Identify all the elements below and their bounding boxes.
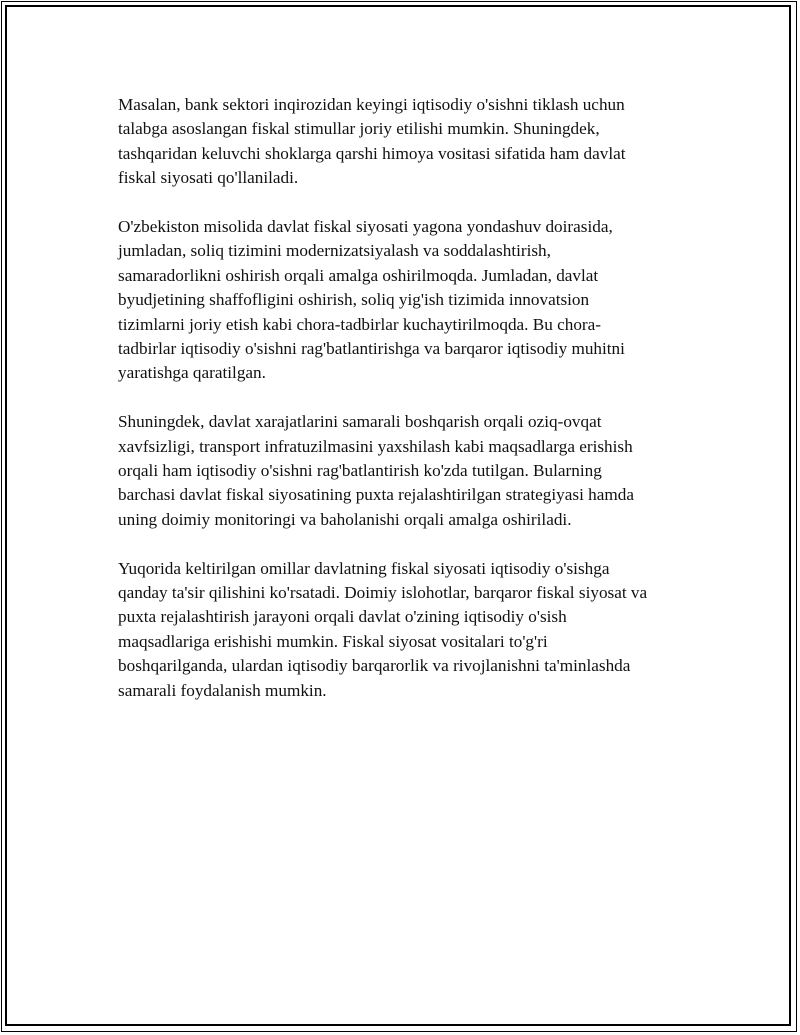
- text-line: uning doimiy monitoringi va baholanishi orqali amalga oshiriladi.: [118, 509, 572, 529]
- text-line: barchasi davlat fiskal siyosatining puxta rejalashtirilgan strategiyasi hamda: [118, 485, 634, 505]
- text-line: O'zbekiston misolida davlat fiskal siyosati yagona yondashuv doirasida,: [118, 217, 613, 237]
- text-line: puxta rejalashtirish jarayoni orqali davlat o'zining iqtisodiy o'sish: [118, 607, 567, 627]
- text-line: tashqaridan keluvchi shoklarga qarshi himoya vositasi sifatida ham davlat: [118, 143, 626, 163]
- paragraph-3: [118, 410, 692, 532]
- text-line: fiskal siyosati qo'llaniladi.: [118, 168, 299, 188]
- text-line: Masalan, bank sektori inqirozidan keyingi iqtisodiy o'sishni tiklash uchun: [118, 95, 625, 114]
- text-line: Yuqorida keltirilgan omillar davlatning fiskal siyosati iqtisodiy o'sishga: [118, 558, 610, 578]
- text-line: jumladan, soliq tizimini modernizatsiyalash va soddalashtirish,: [118, 241, 551, 261]
- text-line: maqsadlariga erishishi mumkin. Fiskal siyosat vositalari to'g'ri: [118, 631, 548, 651]
- text-line: talabga asoslangan fiskal stimullar joriy etilishi mumkin. Shuningdek,: [118, 119, 600, 139]
- paragraph-1: [118, 93, 692, 191]
- text-line: boshqarilganda, ulardan iqtisodiy barqarorlik va rivojlanishni ta'minlashda: [118, 656, 631, 676]
- document-body: [118, 93, 692, 728]
- text-line: tadbirlar iqtisodiy o'sishni rag'batlantirishga va barqaror iqtisodiy muhitni: [118, 339, 625, 359]
- paragraph-4: [118, 557, 692, 703]
- text-line: xavfsizligi, transport infratuzilmasini yaxshilash kabi maqsadlarga erishish: [118, 436, 633, 456]
- text-line: yaratishga qaratilgan.: [118, 363, 266, 383]
- text-line: qanday ta'sir qilishini ko'rsatadi. Doimiy islohotlar, barqaror fiskal siyosat va: [118, 583, 648, 603]
- text-line: Shuningdek, davlat xarajatlarini samarali boshqarish orqali oziq-ovqat: [118, 412, 602, 432]
- text-line: orqali ham iqtisodiy o'sishni rag'batlantirish ko'zda tutilgan. Bularning: [118, 461, 602, 481]
- text-line: byudjetining shaffofligini oshirish, soliq yig'ish tizimida innovatsion: [118, 290, 590, 310]
- text-line: samaradorlikni oshirish orqali amalga oshirilmoqda. Jumladan, davlat: [118, 265, 599, 285]
- text-line: tizimlarni joriy etish kabi chora-tadbirlar kuchaytirilmoqda. Bu chora-: [118, 314, 602, 334]
- text-line: samarali foydalanish mumkin.: [118, 680, 327, 700]
- paragraph-2: [118, 215, 692, 386]
